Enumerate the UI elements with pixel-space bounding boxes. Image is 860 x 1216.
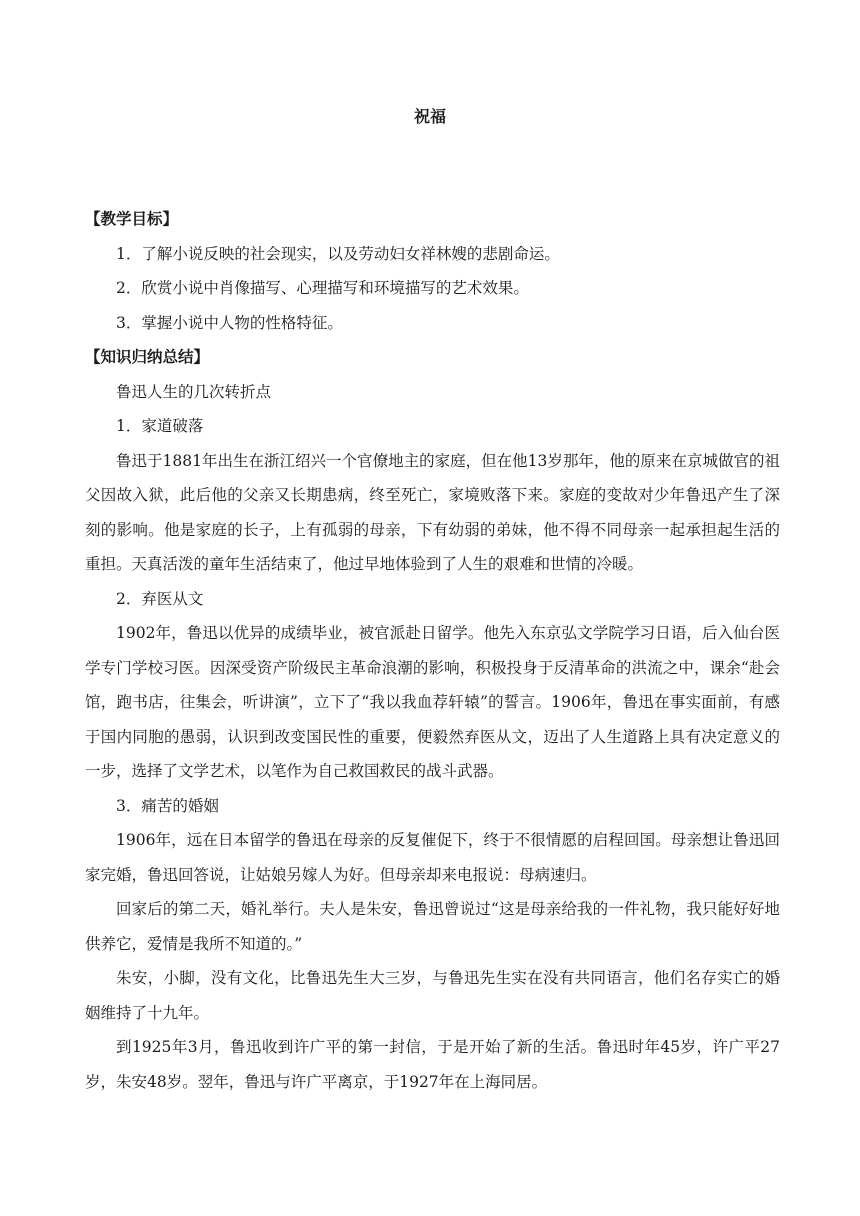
point2-text: 1902年，鲁迅以优异的成绩毕业，被官派赴日留学。他先入东京弘文学院学习日语，后入仙台医学专门学校习医。因深受资产阶级民主革命浪潮的影响，积极投身于反清革命的洪流之中，课余“赴会馆，跑书店，往集会，听讲演”，立下了“我以我血荐轩辕”的誓言。1906年，鲁迅在事实面前，有感于国内同胞的愚弱，认识到改变国民性的重要，便毅然弃医从文，迈出了人生道路上具有决定意义的一步，选择了文学艺术，以笔作为自己救国救民的战斗武器。 (85, 624, 780, 780)
objective-item: 2．欣赏小说中肖像描写、心理描写和环境描写的艺术效果。 (116, 279, 529, 297)
objective-item: 1．了解小说反映的社会现实，以及劳动妇女祥林嫂的悲剧命运。 (116, 244, 560, 263)
point1-text: 鲁迅于1881年出生在浙江绍兴一个官僚地主的家庭，但在他13岁那年，他的原来在京城做官的祖父因故入狱，此后他的父亲又长期患病，终至死亡，家境败落下来。家庭的变故对少年鲁迅产生了深刻的影响。他是家庭的长子，上有孤弱的母亲，下有幼弱的弟妹，他不得不同母亲一起承担起生活的重担。天真活泼的童年生活结束了，他过早地体验到了人生的艰难和世情的冷暖。 (85, 451, 780, 573)
point2-title: 2．弃医从文 (116, 589, 204, 608)
point3-paragraph: 朱安，小脚，没有文化，比鲁迅先生大三岁，与鲁迅先生实在没有共同语言，他们名存实亡的婚姻维持了十九年。 (85, 969, 780, 1022)
point1-title: 1．家道破落 (116, 417, 204, 435)
point3-paragraph: 到1925年3月，鲁迅收到许广平的第一封信，于是开始了新的生活。鲁迅时年45岁，许广平27岁，朱安48岁。翌年，鲁迅与许广平离京，于1927年在上海同居。 (85, 1038, 780, 1091)
summary-heading: 【知识归纳总结】 (85, 348, 210, 366)
point3-paragraph: 1906年，远在日本留学的鲁迅在母亲的反复催促下，终于不很情愿的启程回国。母亲想让鲁迅回家完婚，鲁迅回答说，让姑娘另嫁人为好。但母亲却来电报说：母病速归。 (85, 831, 780, 884)
objectives-heading: 【教学目标】 (85, 210, 179, 228)
summary-subtitle: 鲁迅人生的几次转折点 (116, 382, 272, 401)
objective-item: 3．掌握小说中人物的性格特征。 (116, 313, 343, 332)
document-body (85, 202, 780, 1099)
point3-paragraph: 回家后的第二天，婚礼举行。夫人是朱安，鲁迅曾说过“这是母亲给我的一件礼物，我只能好好地供养它，爱情是我所不知道的。” (85, 900, 780, 953)
point3-title: 3．痛苦的婚姻 (116, 796, 219, 815)
document-title: 祝福 (413, 107, 446, 126)
